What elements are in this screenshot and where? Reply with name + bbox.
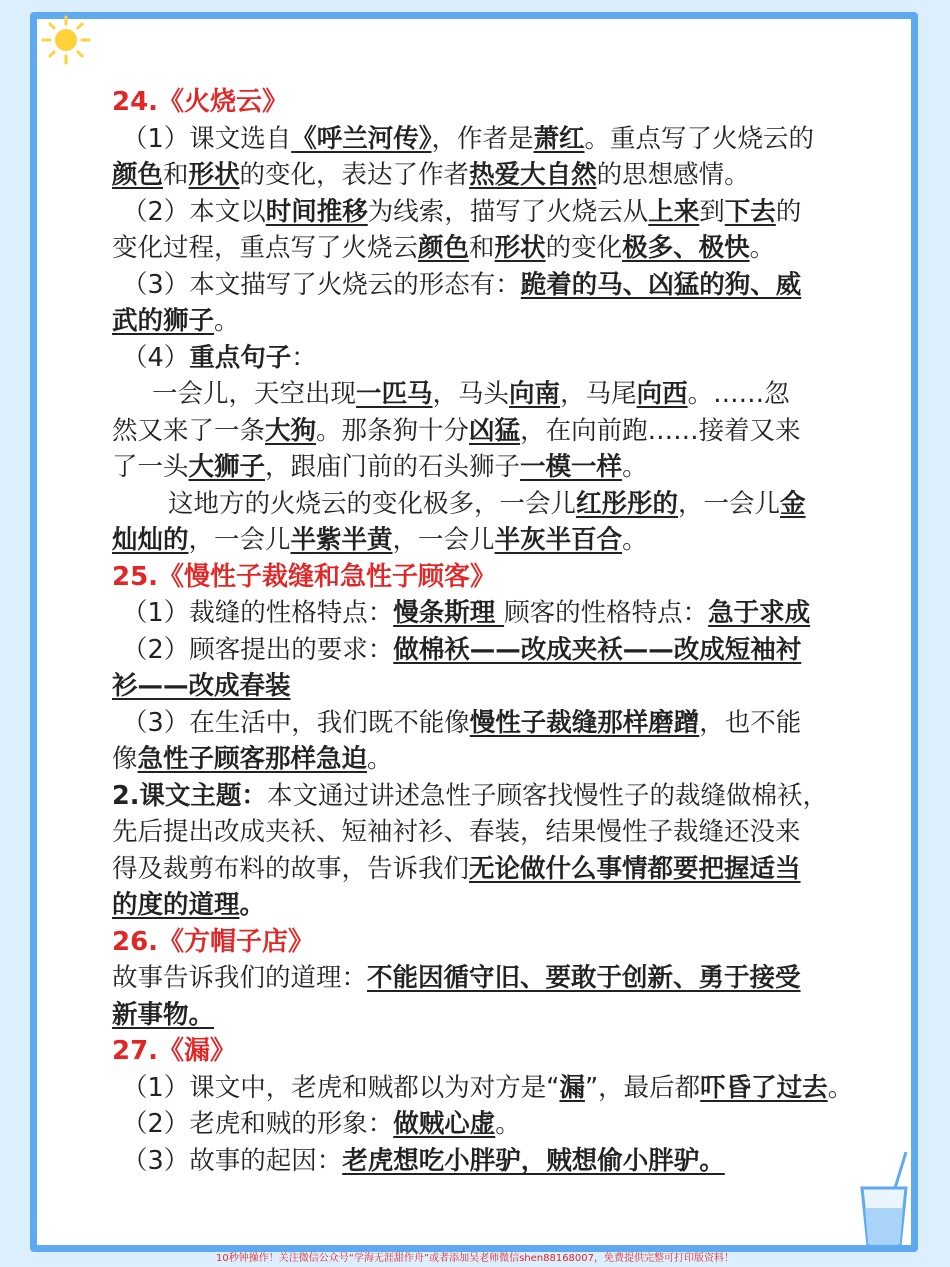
paragraph: 变化过程，重点写了火烧云颜色和形状的变化极多、极快。 xyxy=(112,233,776,263)
paragraph: 衫——改成春装 xyxy=(112,671,291,701)
paragraph: 像急性子顾客那样急迫。 xyxy=(112,744,393,774)
document-body xyxy=(112,84,854,1179)
paragraph: （3）故事的起因：老虎想吃小胖驴，贼想偷小胖驴。 xyxy=(122,1145,725,1176)
paragraph: 灿灿的，一会儿半紫半黄，一会儿半灰半百合。 xyxy=(112,525,648,555)
sun-icon xyxy=(40,14,92,66)
section-title-27: 27.《漏》 xyxy=(112,1036,237,1066)
paragraph: 先后提出改成夹袄、短袖衬衫、春装，结果慢性子裁缝还没来 xyxy=(112,817,801,847)
paragraph: （1）课文中，老虎和贼都以为对方是“漏”，最后都吓昏了过去。 xyxy=(122,1072,854,1103)
section-title-25: 25.《慢性子裁缝和急性子顾客》 xyxy=(112,561,497,592)
footer-notice: 10秒钟操作！关注微信公众号“学海无涯甜作舟”或者添加吴老师微信shen88168007，免费提供完整可打印版资料！ xyxy=(215,1253,735,1264)
paragraph: 然又来了一条大狗。那条狗十分凶猛，在向前跑……接着又来 xyxy=(112,415,801,446)
paragraph: 新事物。 xyxy=(112,999,215,1030)
paragraph: 2.课文主题：本文通过讲述急性子顾客找慢性子的裁缝做棉袄， xyxy=(112,780,828,811)
paragraph: （1）课文选自《呼兰河传》，作者是萧红。重点写了火烧云的 xyxy=(122,123,815,154)
paragraph: 武的狮子。 xyxy=(112,306,240,336)
paragraph: （2）老虎和贼的形象：做贼心虚。 xyxy=(122,1109,521,1139)
paragraph: 了一头大狮子，跟庙门前的石头狮子一模一样。 xyxy=(112,452,648,482)
paragraph: （1）裁缝的性格特点：慢条斯理 顾客的性格特点：急于求成 xyxy=(122,598,811,628)
paragraph: （3）本文描写了火烧云的形态有：跪着的马、凶猛的狗、威 xyxy=(122,269,802,300)
section-title-24: 24.《火烧云》 xyxy=(112,87,289,117)
section-title-26: 26.《方帽子店》 xyxy=(112,926,315,957)
paragraph: （4）重点句子： xyxy=(122,342,317,373)
paragraph: （3）在生活中，我们既不能像慢性子裁缝那样磨蹭，也不能 xyxy=(122,707,802,738)
paragraph: 颜色和形状的变化，表达了作者热爱大自然的思想感情。 xyxy=(112,160,750,190)
paragraph: 一会儿，天空出现一匹马，马头向南，马尾向西。……忽 xyxy=(152,379,790,409)
paragraph: 的度的道理。 xyxy=(112,890,266,920)
paragraph: 得及裁剪布料的故事，告诉我们无论做什么事情都要把握适当 xyxy=(112,853,801,884)
drink-cup-icon xyxy=(852,1148,916,1252)
paragraph: 这地方的火烧云的变化极多，一会儿红彤彤的，一会儿金 xyxy=(168,488,806,519)
paragraph: 故事告诉我们的道理：不能因循守旧、要敢于创新、勇于接受 xyxy=(112,963,801,993)
paragraph: （2）顾客提出的要求：做棉袄——改成夹袄——改成短袖衬 xyxy=(122,634,802,665)
paragraph: （2）本文以时间推移为线索，描写了火烧云从上来到下去的 xyxy=(122,196,802,227)
